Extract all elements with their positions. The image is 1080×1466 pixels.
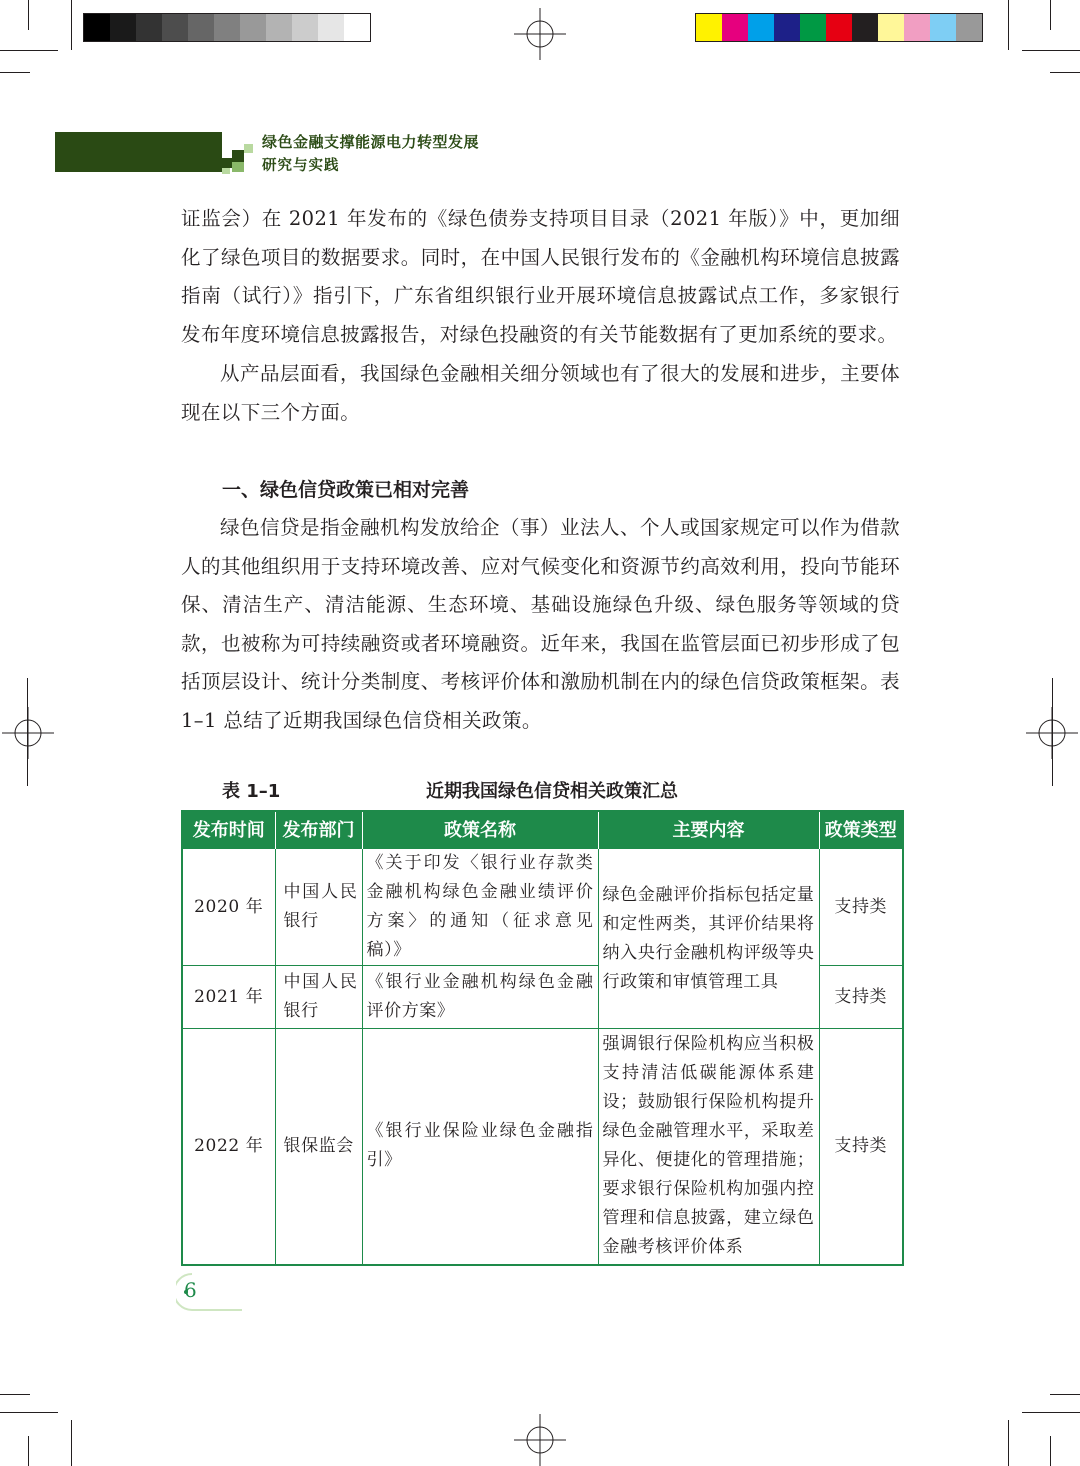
paragraph: 绿色信贷是指金融机构发放给企（事）业法人、个人或国家规定可以作为借款人的其他组织用于支持环境改善、应对气候变化和资源节约高效利用，投向节能环保、清洁生产、清洁能源、生态环境、基础设施绿色升级、绿色服务等领域的贷款，也被称为可持续融资或者环境融资。近年来，我国在监管层面已初步形成了包括顶层设计、统计分类制度、考核评价体和激励机制在内的绿色信贷政策框架。表 1–1 总结了近期我国绿色信贷相关政策。	[181, 516, 900, 732]
cell-time: 2022 年	[182, 1029, 275, 1265]
table-title: 近期我国绿色信贷相关政策汇总	[426, 781, 678, 802]
cell-dept: 中国人民银行	[275, 849, 362, 966]
cell-dept: 中国人民银行	[275, 966, 362, 1029]
color-swatch	[240, 14, 266, 41]
column-header: 政策类型	[819, 811, 903, 849]
table-row	[182, 849, 903, 966]
header-square-icon	[222, 158, 232, 168]
column-header: 发布部门	[275, 811, 362, 849]
color-swatch	[956, 14, 982, 41]
running-header-subtitle: 研究与实践	[262, 157, 340, 174]
header-square-icon	[232, 162, 244, 172]
color-swatch	[904, 14, 930, 41]
color-swatch	[696, 14, 722, 41]
table-number: 表 1–1	[222, 781, 281, 802]
color-swatch	[826, 14, 852, 41]
color-swatch	[930, 14, 956, 41]
policy-table	[181, 810, 904, 1266]
header-band	[55, 132, 222, 172]
registration-mark-icon	[514, 1414, 566, 1466]
section-heading: 一、绿色信贷政策已相对完善	[222, 479, 470, 501]
cell-name: 《银行业金融机构绿色金融评价方案》	[362, 966, 598, 1029]
header-square-icon	[222, 168, 230, 174]
column-header: 发布时间	[182, 811, 275, 849]
color-swatch	[774, 14, 800, 41]
table-header-row	[182, 811, 903, 849]
registration-mark-icon	[2, 707, 54, 759]
column-header: 政策名称	[362, 811, 598, 849]
running-header-title: 绿色金融支撑能源电力转型发展	[262, 133, 480, 151]
color-swatch	[136, 14, 162, 41]
color-swatch	[748, 14, 774, 41]
color-swatch	[162, 14, 188, 41]
color-swatch	[852, 14, 878, 41]
cell-content: 强调银行保险机构应当积极支持清洁低碳能源体系建设；鼓励银行保险机构提升绿色金融管理水平，采取差异化、便捷化的管理措施；要求银行保险机构加强内控管理和信息披露，建立绿色金融考核评价体系	[598, 1029, 819, 1265]
column-header: 主要内容	[598, 811, 819, 849]
header-square-icon	[232, 150, 244, 162]
color-swatch	[110, 14, 136, 41]
cell-dept: 银保监会	[275, 1029, 362, 1265]
paragraph: 证监会）在 2021 年发布的《绿色债券支持项目目录（2021 年版）》中，更加细化了绿色项目的数据要求。同时，在中国人民银行发布的《金融机构环境信息披露指南（试行）》指引下，广东省组织银行业开展环境信息披露试点工作，多家银行发布年度环境信息披露报告，对绿色投融资的有关节能数据有了更加系统的要求。	[181, 207, 900, 346]
cell-type: 支持类	[819, 1029, 903, 1265]
color-swatch	[344, 14, 370, 41]
paragraph: 从产品层面看，我国绿色金融相关细分领域也有了很大的发展和进步，主要体现在以下三个方面。	[181, 362, 900, 424]
cell-time: 2021 年	[182, 966, 275, 1029]
gray-color-bar	[83, 13, 371, 42]
process-color-bar	[695, 13, 983, 42]
cell-time: 2020 年	[182, 849, 275, 966]
color-swatch	[84, 14, 110, 41]
cell-type: 支持类	[819, 849, 903, 966]
registration-mark-icon	[514, 8, 566, 60]
cell-type: 支持类	[819, 966, 903, 1029]
page-number: 6	[184, 1278, 197, 1302]
cell-content: 绿色金融评价指标包括定量和定性两类，其评价结果将纳入央行金融机构评级等央行政策和审慎管理工具	[598, 849, 819, 1029]
color-swatch	[878, 14, 904, 41]
cell-name: 《关于印发〈银行业存款类金融机构绿色金融业绩评价方案〉的通知（征求意见稿）》	[362, 849, 598, 966]
header-square-icon	[244, 144, 253, 153]
color-swatch	[266, 14, 292, 41]
cell-name: 《银行业保险业绿色金融指引》	[362, 1029, 598, 1265]
color-swatch	[318, 14, 344, 41]
table-row	[182, 1029, 903, 1265]
color-swatch	[188, 14, 214, 41]
color-swatch	[722, 14, 748, 41]
color-swatch	[214, 14, 240, 41]
color-swatch	[292, 14, 318, 41]
color-swatch	[800, 14, 826, 41]
